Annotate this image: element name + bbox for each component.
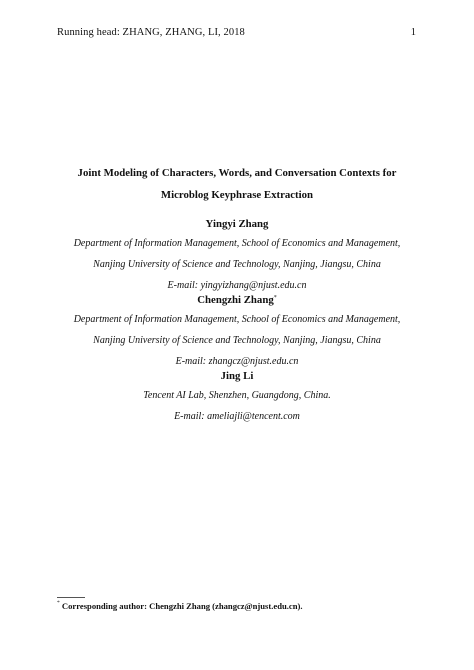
title-line-1: Joint Modeling of Characters, Words, and Conversation Contexts for: [77, 167, 397, 179]
affiliation-line: Department of Information Management, School of Economics and Management,: [73, 238, 401, 249]
author-email: E-mail: ameliajli@tencent.com: [174, 411, 300, 422]
author-email: E-mail: zhangcz@njust.edu.cn: [175, 356, 299, 367]
author-name: [20, 367, 454, 385]
footnote-marker: *: [57, 600, 60, 606]
author-name-text: Chengzhi Zhang: [197, 294, 274, 306]
footnote: [57, 601, 303, 611]
author-name: [20, 291, 454, 309]
affiliation-line: Nanjing University of Science and Technology, Nanjing, Jiangsu, China: [93, 335, 381, 346]
running-head: Running head: ZHANG, ZHANG, LI, 2018: [57, 27, 245, 38]
footnote-text: Corresponding author: Chengzhi Zhang (zhangcz@njust.edu.cn).: [61, 601, 303, 611]
page-number: 1: [410, 27, 416, 38]
author-name-text: Yingyi Zhang: [205, 218, 269, 230]
author-marker: *: [273, 295, 277, 301]
author-block-1: [20, 215, 454, 296]
author-block-3: [20, 367, 454, 427]
title-line-2: Microblog Keyphrase Extraction: [160, 189, 314, 201]
affiliation-line: Nanjing University of Science and Technology, Nanjing, Jiangsu, China: [93, 259, 381, 270]
paper-title: [40, 162, 434, 206]
affiliation-line: Tencent AI Lab, Shenzhen, Guangdong, China.: [143, 390, 331, 401]
affiliation-line: Department of Information Management, School of Economics and Management,: [73, 314, 401, 325]
author-name-text: Jing Li: [220, 370, 254, 382]
author-email: E-mail: yingyizhang@njust.edu.cn: [167, 280, 307, 291]
author-block-2: [20, 291, 454, 372]
author-name: [20, 215, 454, 233]
footnote-rule: [57, 597, 85, 598]
